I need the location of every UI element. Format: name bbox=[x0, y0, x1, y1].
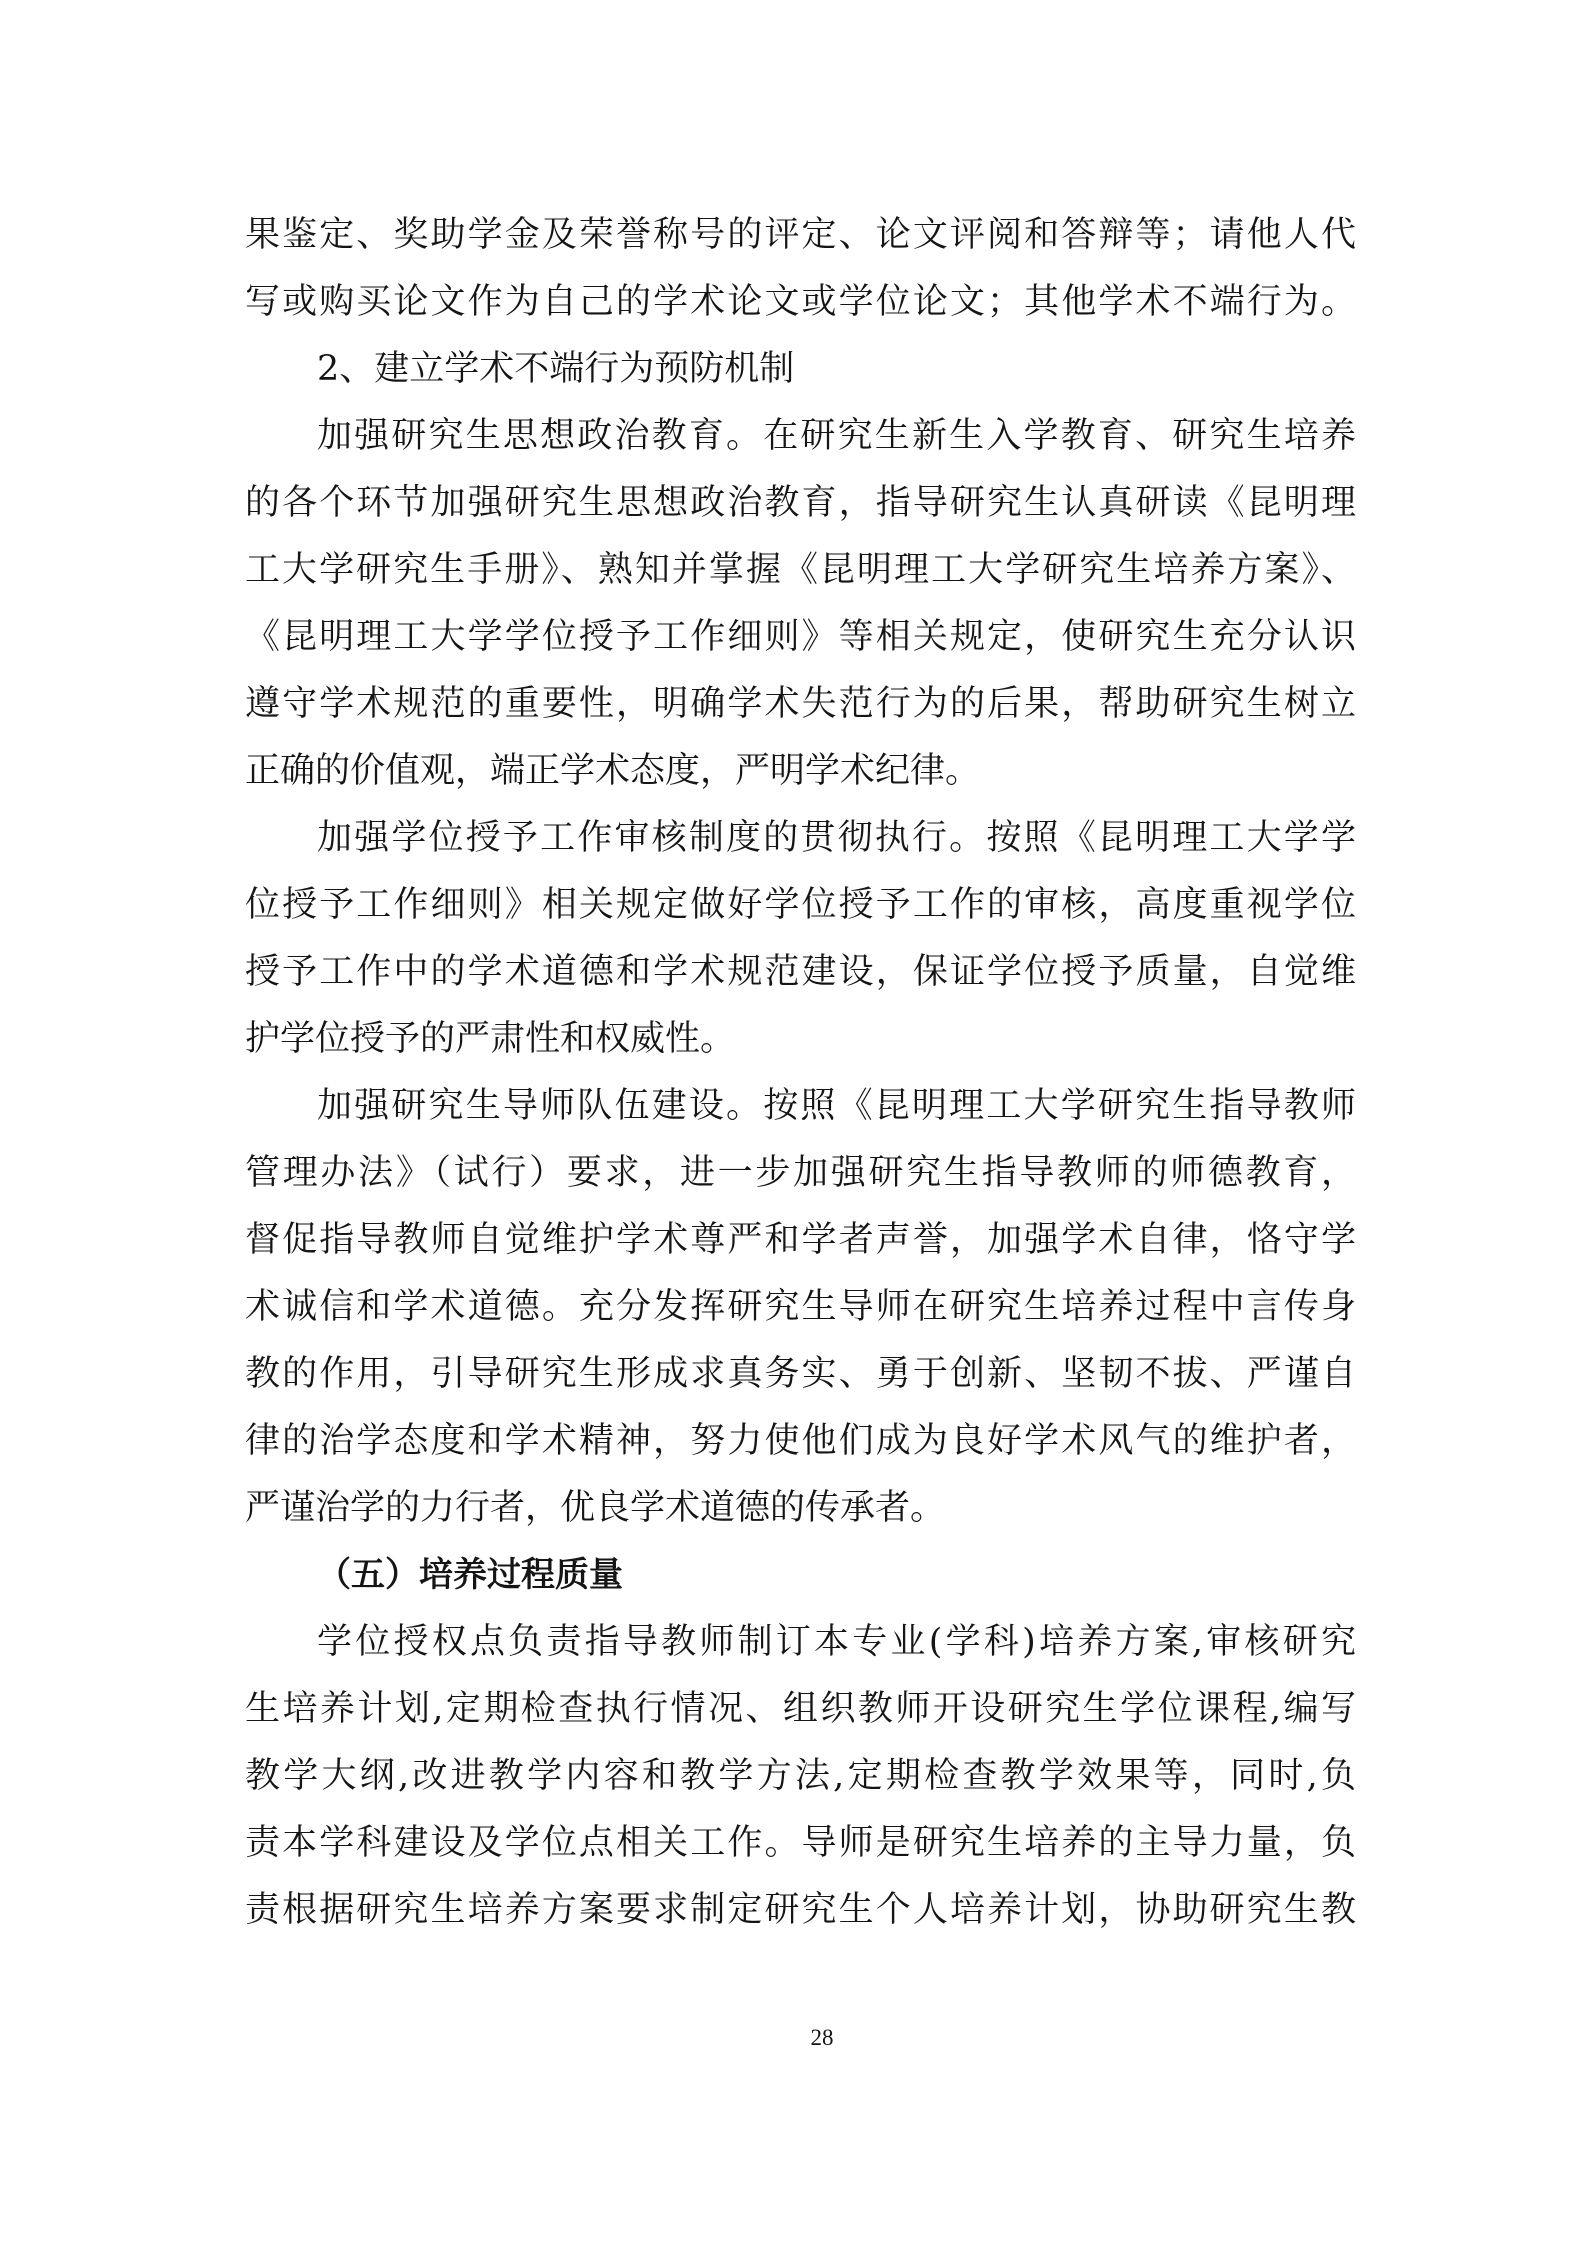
text-line: 遵守学术规范的重要性，明确学术失范行为的后果，帮助研究生树立 bbox=[245, 684, 1356, 724]
subheading-text: 2、建立学术不端行为预防机制 bbox=[317, 349, 795, 389]
text-line: 加强研究生思想政治教育。在研究生新生入学教育、研究生培养 bbox=[317, 416, 1356, 456]
text-line: 果鉴定、奖助学金及荣誉称号的评定、论文评阅和答辩等；请他人代 bbox=[245, 215, 1356, 255]
paragraph bbox=[245, 202, 1356, 336]
text-line: 术诚信和学术道德。充分发挥研究生导师在研究生培养过程中言传身 bbox=[245, 1287, 1356, 1327]
text-line: 授予工作中的学术道德和学术规范建设，保证学位授予质量，自觉维 bbox=[245, 952, 1356, 992]
text-line: 责本学科建设及学位点相关工作。导师是研究生培养的主导力量，负 bbox=[245, 1823, 1356, 1863]
text-line: 的各个环节加强研究生思想政治教育，指导研究生认真研读《昆明理 bbox=[245, 483, 1356, 523]
text-line: 生培养计划,定期检查执行情况、组织教师开设研究生学位课程,编写 bbox=[245, 1689, 1356, 1729]
text-line: 管理办法》（试行）要求，进一步加强研究生指导教师的师德教育， bbox=[245, 1153, 1356, 1193]
text-line: 《昆明理工大学学位授予工作细则》等相关规定，使研究生充分认识 bbox=[245, 617, 1356, 657]
paragraph bbox=[245, 1073, 1356, 1542]
subheading bbox=[245, 336, 1356, 403]
text-line: 加强学位授予工作审核制度的贯彻执行。按照《昆明理工大学学 bbox=[317, 818, 1356, 858]
paragraph bbox=[245, 805, 1356, 1073]
text-line: 正确的价值观，端正学术态度，严明学术纪律。 bbox=[245, 751, 981, 791]
text-line: 督促指导教师自觉维护学术尊严和学者声誉，加强学术自律，恪守学 bbox=[245, 1220, 1356, 1260]
text-line: 教的作用，引导研究生形成求真务实、勇于创新、坚韧不拔、严谨自 bbox=[245, 1354, 1356, 1394]
paragraph bbox=[245, 1609, 1356, 1944]
paragraph bbox=[245, 403, 1356, 805]
section-heading-text: （五）培养过程质量 bbox=[317, 1555, 623, 1595]
text-line: 写或购买论文作为自己的学术论文或学位论文；其他学术不端行为。 bbox=[245, 282, 1356, 322]
section-heading bbox=[245, 1542, 1356, 1609]
text-line: 教学大纲,改进教学内容和教学方法,定期检查教学效果等，同时,负 bbox=[245, 1756, 1356, 1796]
text-line: 严谨治学的力行者，优良学术道德的传承者。 bbox=[245, 1488, 946, 1528]
text-line: 学位授权点负责指导教师制订本专业(学科)培养方案,审核研究 bbox=[317, 1622, 1356, 1662]
text-line: 责根据研究生培养方案要求制定研究生个人培养计划，协助研究生教 bbox=[245, 1890, 1356, 1930]
text-line: 位授予工作细则》相关规定做好学位授予工作的审核，高度重视学位 bbox=[245, 885, 1356, 925]
text-line: 护学位授予的严肃性和权威性。 bbox=[245, 1019, 736, 1059]
page-body bbox=[245, 202, 1356, 1944]
page-number: 28 bbox=[810, 2025, 834, 2050]
text-line: 律的治学态度和学术精神，努力使他们成为良好学术风气的维护者， bbox=[245, 1421, 1356, 1461]
text-line: 工大学研究生手册》、熟知并掌握《昆明理工大学研究生培养方案》、 bbox=[245, 550, 1356, 590]
text-line: 加强研究生导师队伍建设。按照《昆明理工大学研究生指导教师 bbox=[317, 1086, 1356, 1126]
